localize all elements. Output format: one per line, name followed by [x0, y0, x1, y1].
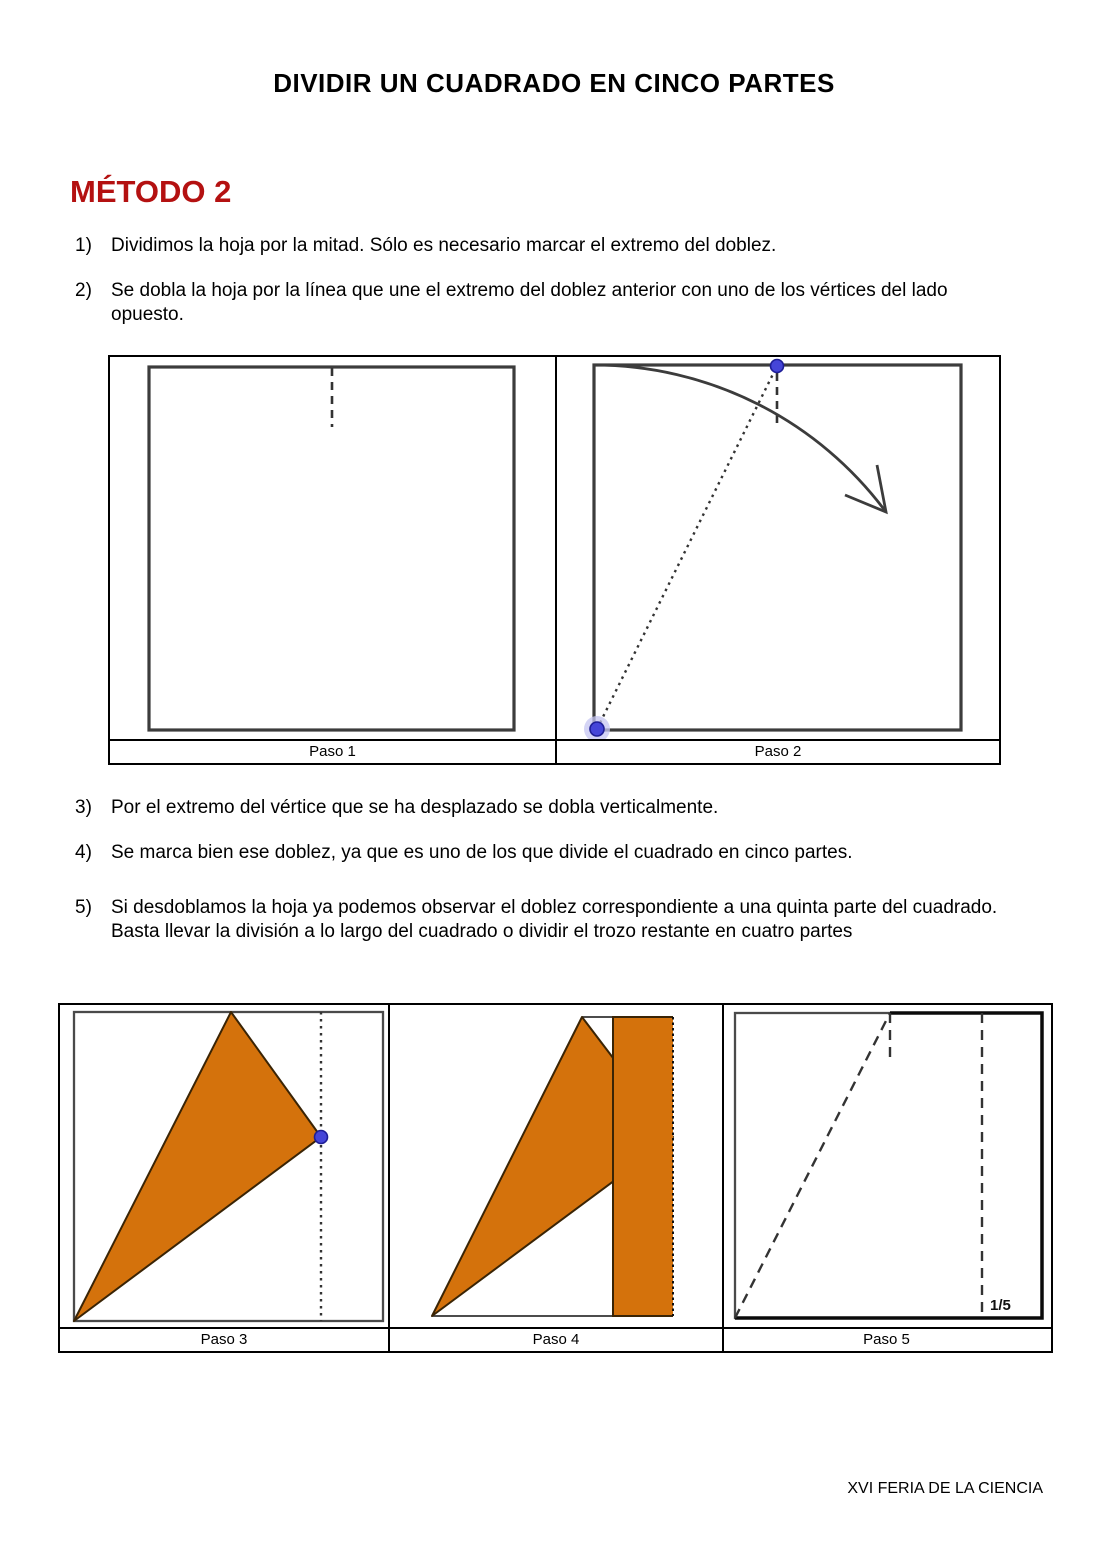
caption-paso-5: Paso 5	[722, 1329, 1049, 1351]
footer-text: XVI FERIA DE LA CIENCIA	[847, 1480, 1043, 1497]
caption-paso-1: Paso 1	[309, 743, 356, 760]
step-text: Se dobla la hoja por la línea que une el extremo del doblez anterior con uno de los vértices del lado opuesto.	[111, 280, 948, 325]
step-item-2	[75, 279, 1035, 327]
displaced-vertex-point	[315, 1131, 328, 1144]
step-item-1	[75, 234, 1035, 258]
folded-triangle	[74, 1012, 321, 1321]
step-number: 2)	[75, 280, 92, 301]
square-outline-thick-edges	[735, 1013, 1042, 1318]
fold-crease-dotted-line	[597, 366, 777, 729]
panel-paso-5	[722, 1005, 1049, 1327]
midpoint-point	[771, 360, 784, 373]
paso-1-diagram	[110, 357, 555, 739]
panel-paso-1	[110, 357, 555, 739]
step-number: 5)	[75, 897, 92, 918]
figure-paso-3-4-5	[58, 1003, 1053, 1353]
caption-paso-2: Paso 2	[555, 741, 999, 763]
method-heading: MÉTODO 2	[70, 174, 232, 209]
diagonal-crease-dash-line	[735, 1013, 890, 1318]
step-item-5	[75, 896, 1035, 944]
caption-paso-4: Paso 4	[388, 1329, 722, 1351]
figure-paso-1-2	[108, 355, 1001, 765]
step-text: Se marca bien ese doblez, ya que es uno de los que divide el cuadrado en cinco partes.	[111, 842, 853, 863]
fraction-label: 1/5	[990, 1297, 1011, 1314]
panel-paso-2	[555, 357, 999, 739]
vertex-point	[590, 722, 604, 736]
folded-strip	[613, 1017, 673, 1316]
page-title: DIVIDIR UN CUADRADO EN CINCO PARTES	[273, 68, 835, 98]
paso-2-diagram	[557, 357, 999, 739]
step-item-3	[75, 796, 1035, 820]
panel-paso-4	[388, 1005, 722, 1327]
step-text: Dividimos la hoja por la mitad. Sólo es necesario marcar el extremo del doblez.	[111, 235, 777, 256]
step-number: 4)	[75, 842, 92, 863]
step-text: Por el extremo del vértice que se ha desplazado se dobla verticalmente.	[111, 797, 719, 818]
square-outline	[735, 1013, 1042, 1318]
step-number: 1)	[75, 235, 92, 256]
step-text: Si desdoblamos la hoja ya podemos observar el doblez correspondiente a una quinta parte del cuadrado. Basta llevar la división a lo largo del cuadrado o dividir el trozo restante en cuatro partes	[111, 897, 998, 942]
caption-paso-3: Paso 3	[200, 1331, 248, 1348]
square-outline	[149, 367, 514, 730]
step-item-4	[75, 841, 1035, 865]
panel-paso-3	[60, 1005, 388, 1327]
step-number: 3)	[75, 797, 92, 818]
paso-3-diagram	[60, 1005, 388, 1327]
paso-5-diagram	[724, 1005, 1049, 1327]
paso-4-diagram	[390, 1005, 722, 1327]
